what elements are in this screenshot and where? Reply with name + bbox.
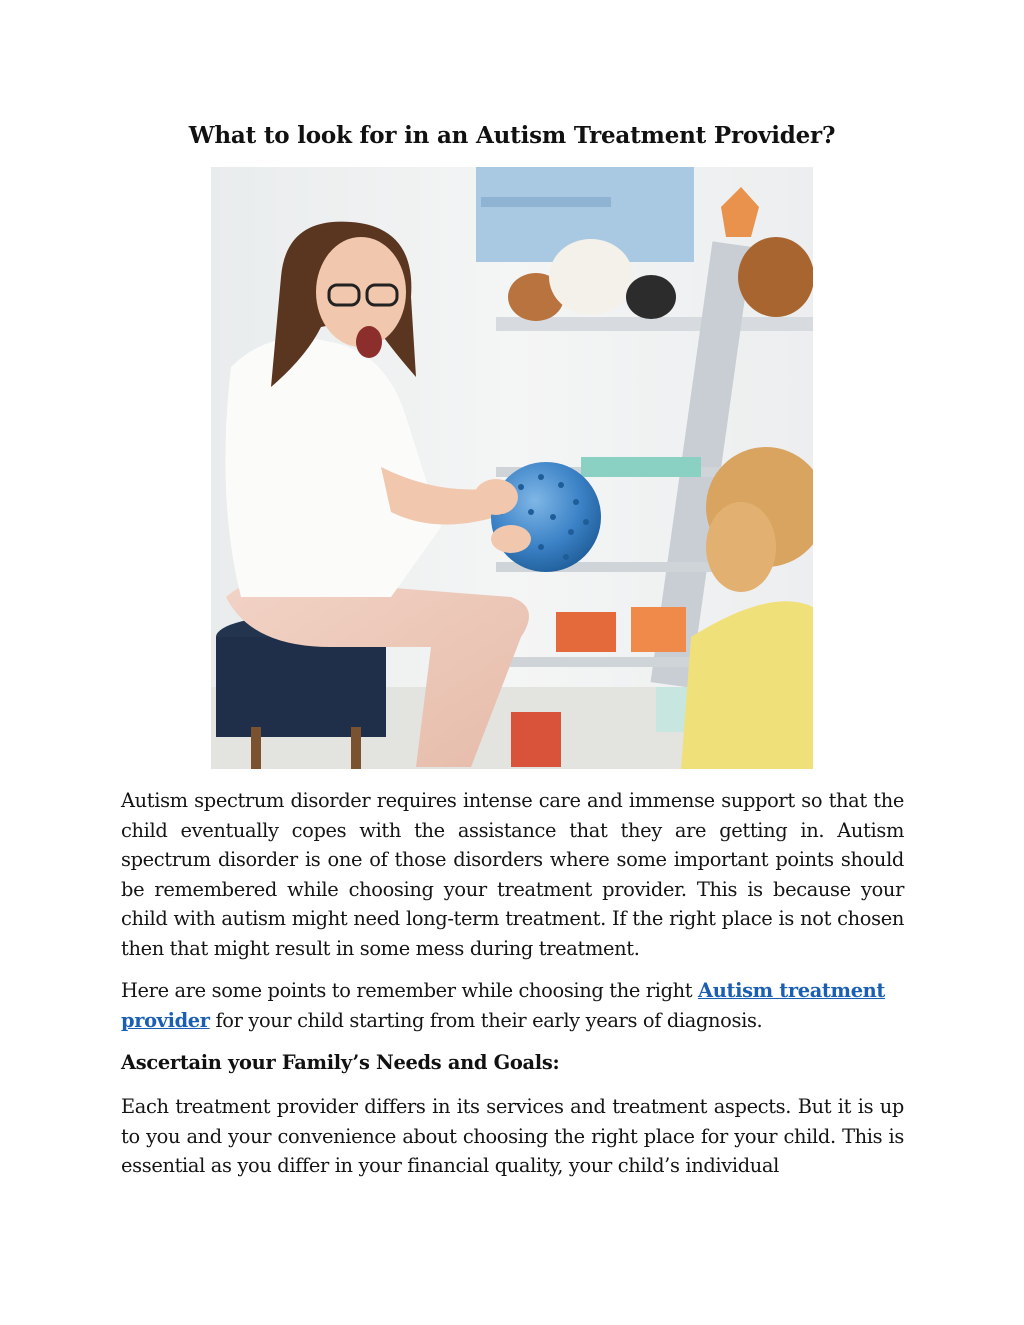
points-text-before: Here are some points to remember while choosing the right bbox=[121, 979, 699, 1002]
page-title: What to look for in an Autism Treatment Provider? bbox=[188, 122, 836, 149]
intro-paragraph: Autism spectrum disorder requires intense care and immense support so that the child eventually copes with the assistance that they are getting in. Autism spectrum disorder is one of those disorders where some important points should be remembered while choosing your treatment provider. This is because your child with autism might need long-term treatment. If the right place is not chosen then that might result in some mess during treatment. bbox=[121, 789, 904, 960]
points-paragraph bbox=[121, 976, 904, 1035]
section-heading: Ascertain your Family’s Needs and Goals: bbox=[121, 1051, 560, 1074]
hero-photo bbox=[211, 167, 813, 769]
points-text-after: for your child starting from their early years of diagnosis. bbox=[209, 1008, 763, 1032]
section-paragraph: Each treatment provider differs in its services and treatment aspects. But it is up to you and your convenience about choosing the right place for your child. This is essential as you differ in your financial quality, your child’s individual bbox=[121, 1095, 904, 1178]
hero-photo-illustration bbox=[211, 167, 813, 769]
autism-treatment-provider-link[interactable]: Autism treatment provider bbox=[121, 979, 886, 1032]
